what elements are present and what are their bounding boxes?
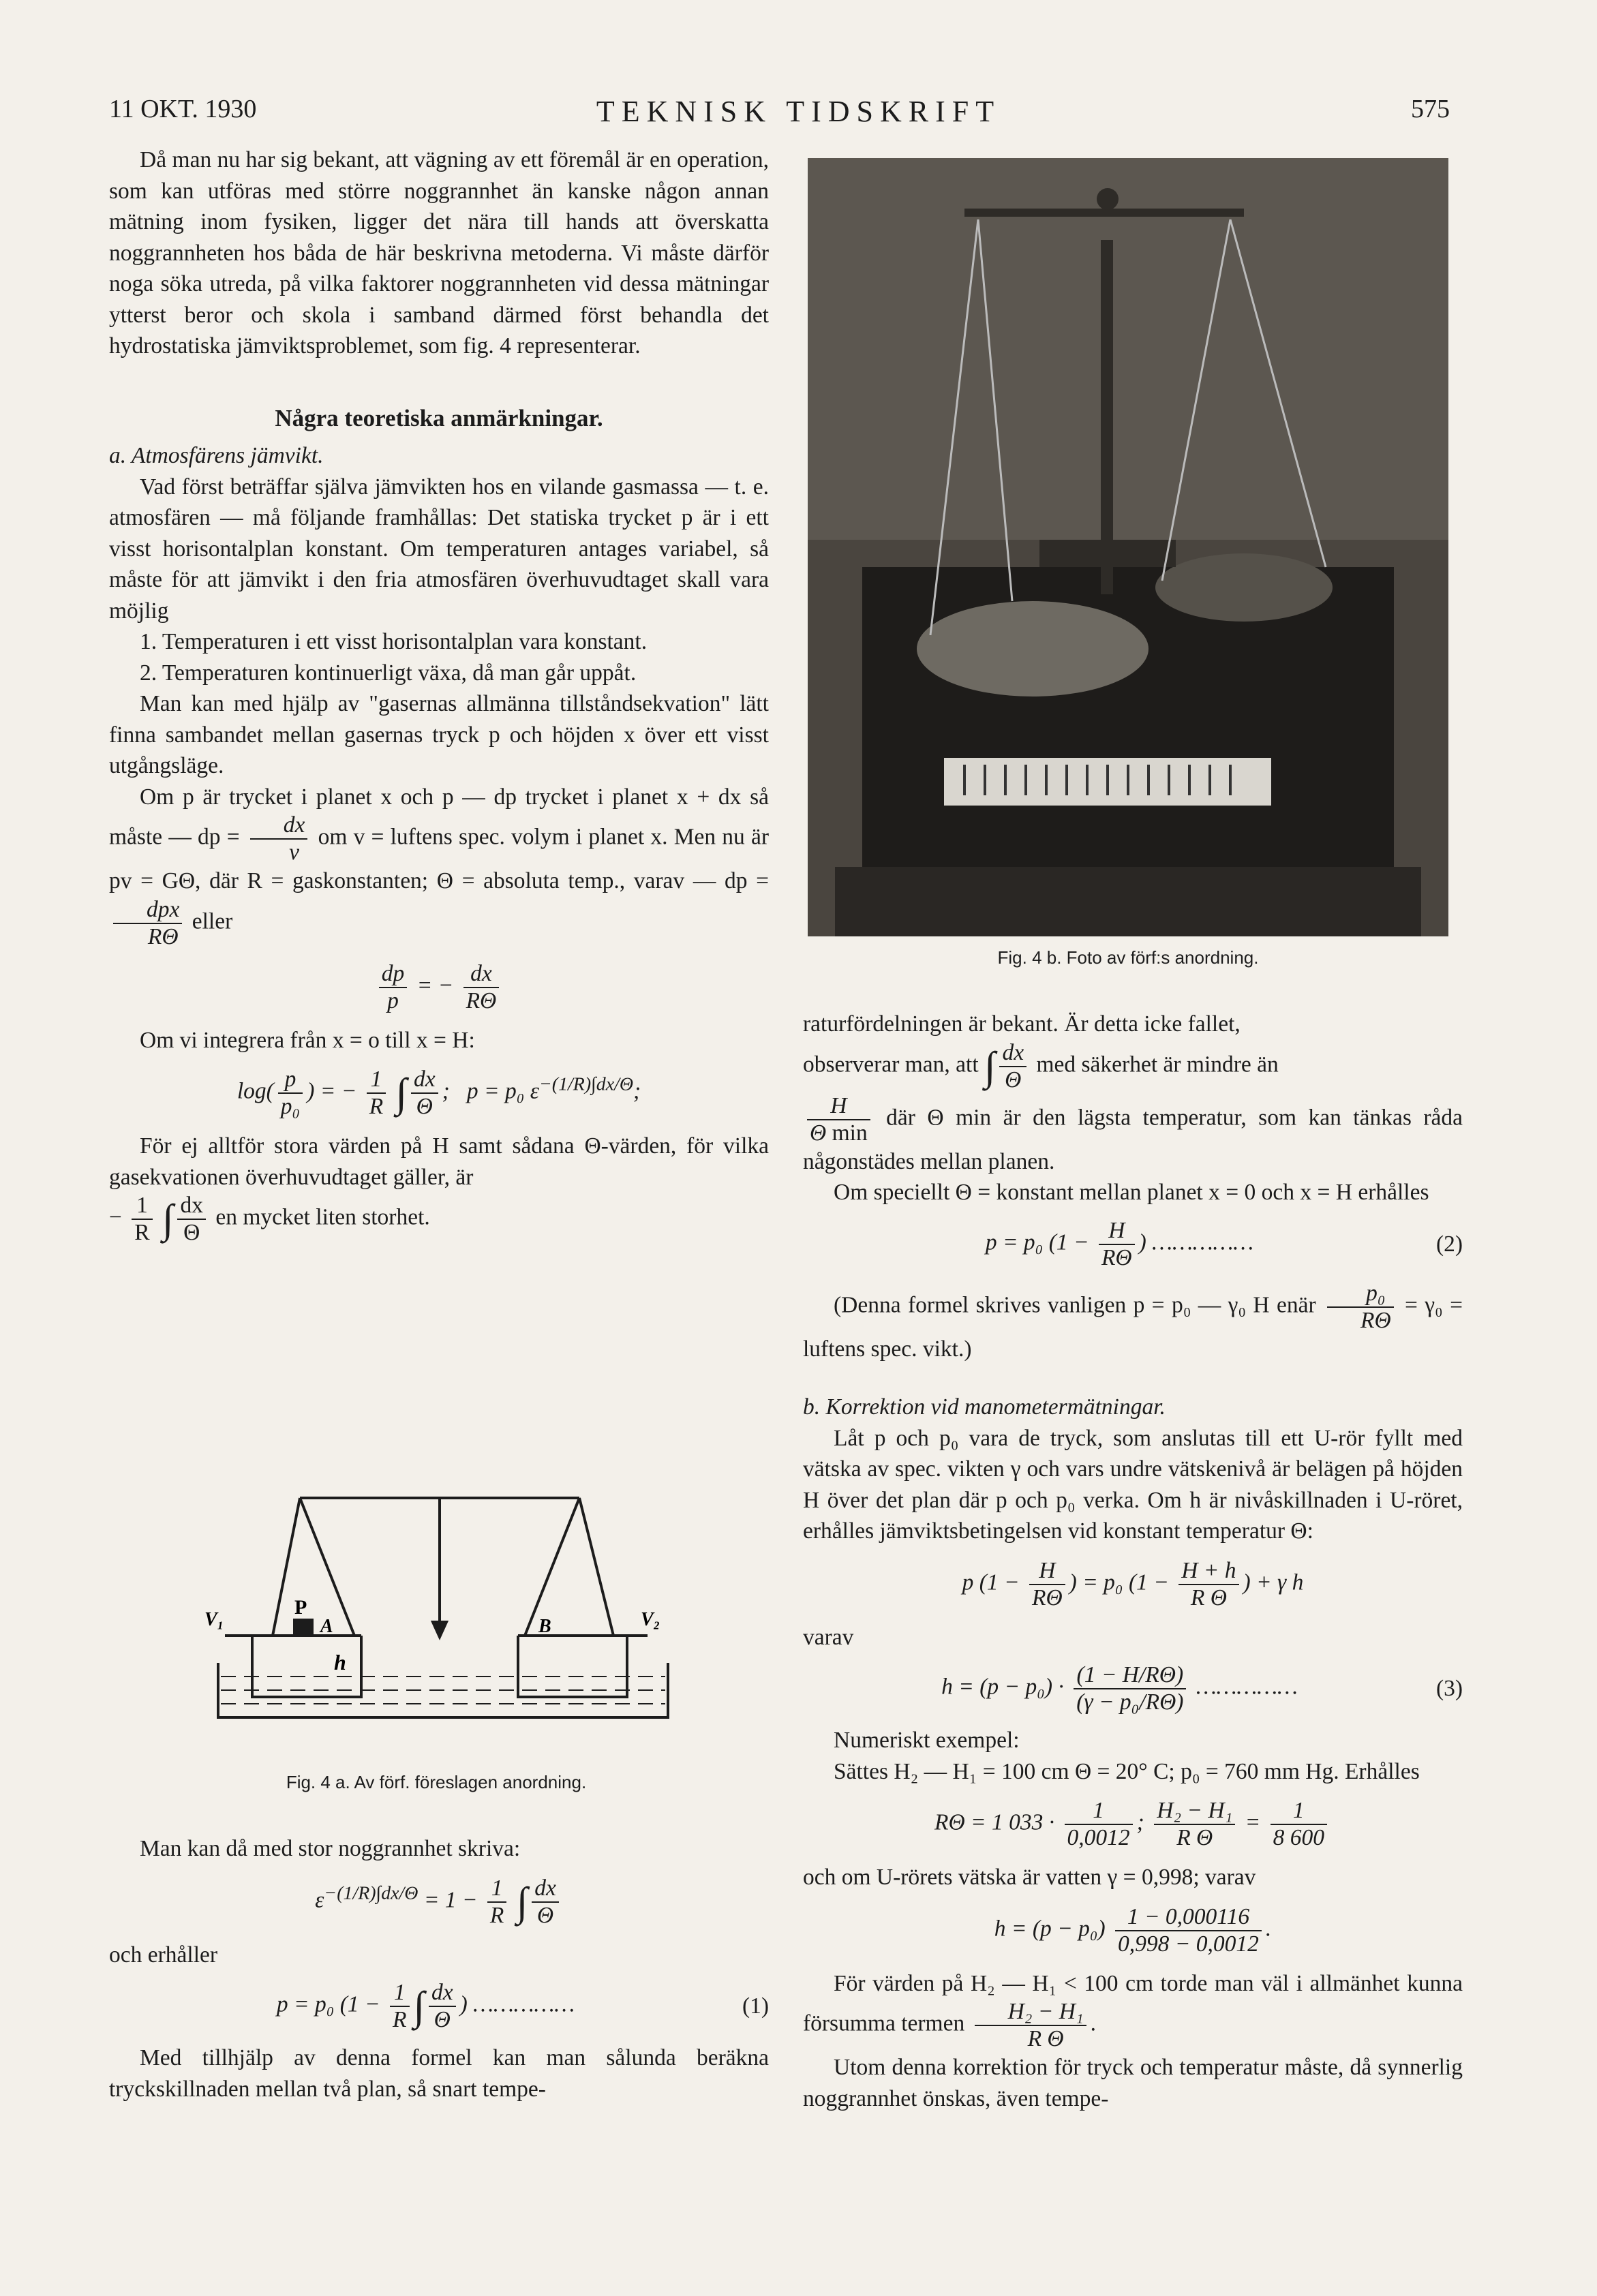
paragraph-after-eq1: Med tillhjälp av denna formel kan man sålunda beräkna tryckskillnaden mellan två plan, så snart tempe- bbox=[109, 2045, 769, 2102]
balance-base bbox=[862, 567, 1394, 894]
equation-equilibrium: p (1 − $\frac{H}{R\Theta}$ ) = p₀ (1 − $\frac{H + h}{\text{R Θ}}$ ) + γ h bbox=[962, 1557, 1304, 1610]
right-paragraph-3: $\frac{H}{\text{Θ min}}$ där Θ min är den lägsta temperatur, som kan tänkas råda någonstädes mellan planen. bbox=[803, 1092, 1463, 1174]
paragraph-b1: Låt p och p₀ vara de tryck, som anslutas till ett U-rör fyllt med vätska av spec. vikten γ och vars undre vätskenivå är belägen på höjden H över det plan där p och p₀ verka. Om h är nivåskillnaden i U-röret, erhålles jämviktsbetingelsen vid konstant temperatur Θ: bbox=[803, 1425, 1463, 1544]
fig-4a-diagram bbox=[198, 1493, 675, 1758]
right-paragraph-1: raturfördelningen är bekant. Är detta icke fallet, bbox=[803, 1011, 1241, 1037]
condition-2: 2. Temperaturen kontinuerligt växa, då man går uppåt. bbox=[140, 660, 637, 686]
label-b: B bbox=[538, 1616, 551, 1637]
equation-numeric-values: RΘ = 1 033 · $\frac{1}{0,0012}$ ; $\frac{\text{H₂ − H₁}}{\text{R Θ}}$ = $\frac{1}{8 600}$ bbox=[803, 1798, 1463, 1851]
label-a: A bbox=[320, 1616, 333, 1637]
och-erhaller: och erhåller bbox=[109, 1942, 218, 1968]
right-paragraph-4: Om speciellt Θ = konstant mellan planet x = 0 och x = H erhålles bbox=[834, 1180, 1429, 1205]
equation-3: h = (p − p₀) · $\frac{(1 - H/R\Theta)}{\text{(γ − p₀/RΘ)}}$ …………… (3) bbox=[941, 1662, 1463, 1715]
paragraph-a3: Om p är trycket i planet x och p — dp trycket i planet x + dx så måste — dp = $\frac{dx}{v}$ om v = luftens spec. volym i planet x. Men nu är pv = GΘ, där R = gaskonstanten; Θ = absoluta temp., varav — dp = $\frac{\text{dpx}}{R\Theta}$ eller bbox=[109, 784, 769, 949]
varav: varav bbox=[803, 1624, 854, 1650]
equation-numeric-h: h = (p − p₀) $\frac{1 - 0,000116}{0,998 - 0,0012}$ . bbox=[994, 1903, 1272, 1957]
bell-b bbox=[518, 1636, 627, 1697]
subsection-a-title: a. Atmosfärens jämvikt. bbox=[109, 443, 324, 468]
header-journal: TEKNISK TIDSKRIFT bbox=[596, 95, 1001, 128]
fig-4b-photo bbox=[808, 158, 1448, 936]
section-heading: Några teoretiska anmärkningar. bbox=[275, 404, 603, 431]
weight-p bbox=[293, 1619, 314, 1635]
condition-1: 1. Temperaturen i ett visst horisontalplan vara konstant. bbox=[140, 629, 648, 654]
numeric-3: För värden på H₂ — H₁ < 100 cm torde man väl i allmänhet kunna försumma termen $\frac{\text{H₂ − H₁}}{\text{R Θ}}$ . bbox=[803, 1970, 1463, 2051]
numeric-1: Sättes H₂ — H₁ = 100 cm Θ = 20° C; p₀ = 760 mm Hg. Erhålles bbox=[834, 1758, 1420, 1784]
left-column bbox=[109, 144, 769, 1246]
label-h: h bbox=[334, 1650, 346, 1674]
integrate-line: Om vi integrera från x = o till x = H: bbox=[140, 1027, 475, 1053]
fig-4b-caption: Fig. 4 b. Foto av förf:s anordning. bbox=[997, 947, 1259, 968]
numeric-heading: Numeriskt exempel: bbox=[834, 1728, 1020, 1753]
intro-paragraph: Då man nu har sig bekant, att vägning av ett föremål är en operation, som kan utföras med större noggrannhet än kanske någon annan mätning inom fysiken, ligger det nära till hands att överskatta noggrannheten hos båda de här beskrivna metoderna. Vi måste därför noga söka utreda, på vilka faktorer noggrannheten vid dessa mätningar ytterst beror och skola i samband därmed först behandla det hydrostatiska jämviktsproblemet, som fig. 4 representerar. bbox=[109, 147, 769, 358]
label-p: P bbox=[294, 1596, 307, 1619]
right-paragraph-2: observerar man, att ∫ $\frac{dx}{\Theta}$ med säkerhet är mindre än bbox=[803, 1039, 1279, 1092]
equation-log-integral: log( $\frac{p}{\text{p₀}}$ ) = − $\frac{1}{R}$ ∫ $\frac{dx}{\Theta}$ ; p = p₀ $\varepsilon^{-(1/R)\int dx/\Theta}$; bbox=[237, 1067, 641, 1119]
numeric-2: och om U-rörets vätska är vatten γ = 0,998; varav bbox=[803, 1865, 1256, 1890]
header-date: 11 OKT. 1930 bbox=[109, 95, 257, 123]
label-v1: V₁ bbox=[204, 1609, 224, 1630]
subsection-b-title: b. Korrektion vid manometermätningar. bbox=[803, 1394, 1166, 1420]
right-hanger-inner bbox=[525, 1498, 579, 1636]
paragraph-end: Utom denna korrektion för tryck och temperatur måste, då synnerlig noggrannhet önskas, även tempe- bbox=[803, 2055, 1463, 2111]
equation-approximation: $\varepsilon^{-(1/R)\int dx/\Theta} = 1$ − $\frac{1}{R}$ ∫ $\frac{dx}{\Theta}$ bbox=[109, 1876, 769, 1929]
pointer-arrow bbox=[433, 1622, 446, 1637]
right-pan bbox=[1155, 553, 1333, 622]
right-hanger-outer bbox=[579, 1498, 613, 1636]
paragraph-a4: För ej alltför stora värden på H samt sådana Θ-värden, för vilka gasekvationen överhuvudtaget gäller, är bbox=[109, 1133, 769, 1190]
left-hanger-inner bbox=[300, 1498, 354, 1636]
label-v2: V₂ bbox=[641, 1609, 660, 1630]
left-column-continued bbox=[109, 1833, 769, 2104]
equation-1: p = p₀ (1 − $\frac{1}{R}$ ∫ $\frac{dx}{\Theta}$ ) …………… (1) bbox=[276, 1980, 769, 2032]
right-paragraph-5: (Denna formel skrives vanligen p = p₀ — γ₀ H enär $\frac{\text{p₀}}{R\Theta}$ = γ₀ = luftens spec. vikt.) bbox=[803, 1280, 1463, 1362]
equation-dp-over-p: $\frac{dp}{p}$ = − $\frac{dx}{R\Theta}$ bbox=[109, 961, 769, 1014]
header-page-number: 575 bbox=[1411, 95, 1450, 123]
right-column bbox=[803, 1009, 1463, 2114]
paragraph-write: Man kan då med stor noggrannhet skriva: bbox=[140, 1836, 521, 1861]
small-quantity-line: − $\frac{1}{R}$ ∫ $\frac{dx}{\Theta}$ en mycket liten storhet. bbox=[109, 1193, 430, 1245]
left-pan bbox=[917, 601, 1149, 697]
equation-2: p = p₀ (1 − $\frac{H}{R\Theta}$ ) …………… (2) bbox=[985, 1217, 1463, 1270]
fraction-dx-over-v: $\frac{dx}{v}$ bbox=[250, 812, 308, 866]
paragraph-a2: Man kan med hjälp av "gasernas allmänna tillståndsekvation" lätt finna sambandet mellan gasernas tryck p och höjden x över ett visst utgångsläge. bbox=[109, 691, 769, 778]
fig-4a-caption: Fig. 4 a. Av förf. föreslagen anordning. bbox=[286, 1772, 587, 1792]
fraction-pdx-over-Rtheta: $\frac{\text{dpx}}{R\Theta}$ bbox=[113, 897, 182, 950]
paragraph-a1: Vad först beträffar själva jämvikten hos en vilande gasmassa — t. e. atmosfären — må följande framhållas: Det statiska trycket p är i ett visst horisontalplan konstant. Om temperaturen antages variabel, så måste för att jämvikt i den fria atmosfären överhuvudtaget skall vara möjlig bbox=[109, 474, 769, 624]
